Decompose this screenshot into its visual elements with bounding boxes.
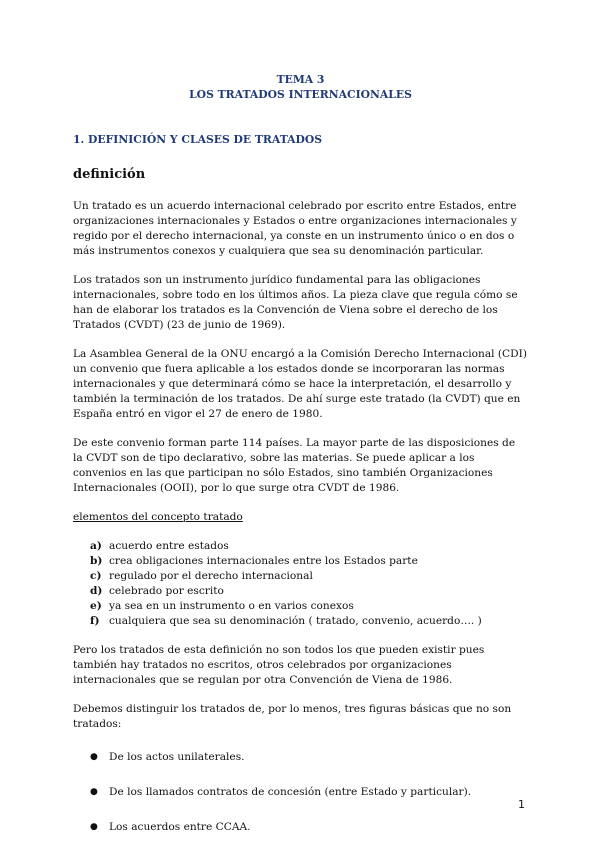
bullet-icon: ● bbox=[90, 822, 98, 832]
paragraph-5: Pero los tratados de esta definición no son todos los que pueden existir pues también hay tratados no escritos, otros celebrados por organizaciones internacionales que se regulan por otra Convención de Viena de 1986. bbox=[73, 644, 485, 686]
list-item-text: celebrado por escrito bbox=[109, 585, 224, 597]
list-marker: e) bbox=[90, 600, 102, 612]
list-item-text: crea obligaciones internacionales entre los Estados parte bbox=[109, 555, 418, 567]
document-page bbox=[73, 72, 528, 855]
list-marker: c) bbox=[90, 570, 102, 582]
list-item-text: De los llamados contratos de concesión (entre Estado y particular). bbox=[109, 786, 472, 798]
list-item-text: acuerdo entre estados bbox=[109, 540, 229, 552]
elements-list bbox=[73, 539, 528, 629]
paragraph-4: De este convenio forman parte 114 países. La mayor parte de las disposiciones de la CVDT son de tipo declarativo, sobre las materias. Se puede aplicar a los convenios en las que participan no sólo Estados, sino también Organizaciones Internacionales (OOII), por lo que surge otra CVDT de 1986. bbox=[73, 437, 516, 494]
list-item-text: cualquiera que sea su denominación ( tratado, convenio, acuerdo…. ) bbox=[109, 615, 482, 627]
list-marker: b) bbox=[90, 555, 103, 567]
subheading-definicion: definición bbox=[73, 167, 146, 182]
list-item bbox=[90, 584, 528, 599]
page-number: 1 bbox=[518, 798, 525, 811]
list-item bbox=[90, 750, 528, 765]
elements-heading: elementos del concepto tratado bbox=[73, 511, 243, 523]
list-item-text: De los actos unilaterales. bbox=[109, 751, 245, 763]
topic-number: TEMA 3 bbox=[276, 73, 325, 86]
list-marker: f) bbox=[90, 615, 100, 627]
document-title: LOS TRATADOS INTERNACIONALES bbox=[189, 88, 412, 101]
list-item-text: regulado por el derecho internacional bbox=[109, 570, 313, 582]
list-item bbox=[90, 569, 528, 584]
list-item bbox=[90, 785, 528, 800]
list-marker: a) bbox=[90, 540, 102, 552]
paragraph-2: Los tratados son un instrumento jurídico fundamental para las obligaciones internacionales, sobre todo en los últimos años. La pieza clave que regula cómo se han de elaborar los tratados es la Convención de Viena sobre el derecho de los Tratados (CVDT) (23 de junio de 1969). bbox=[73, 274, 518, 331]
list-item bbox=[90, 554, 528, 569]
paragraph-1: Un tratado es un acuerdo internacional celebrado por escrito entre Estados, entre organizaciones internacionales y Estados o entre organizaciones internacionales y regido por el derecho internacional, ya conste en un instrumento único o en dos o más instrumentos conexos y cualquiera que sea su denominación particular. bbox=[73, 200, 517, 257]
bullet-list bbox=[73, 750, 528, 835]
list-item bbox=[90, 820, 528, 835]
list-item bbox=[90, 614, 528, 629]
bullet-icon: ● bbox=[90, 752, 98, 762]
paragraph-3: La Asamblea General de la ONU encargó a la Comisión Derecho Internacional (CDI) un convenio que fuera aplicable a los estados donde se incorporaran las normas internacionales y que determinará cómo se hace la interpretación, el desarrollo y también la terminación de los tratados. De ahí surge este tratado (la CVDT) que en España entró en vigor el 27 de enero de 1980. bbox=[73, 348, 527, 420]
bullet-icon: ● bbox=[90, 787, 98, 797]
list-item-text: ya sea en un instrumento o en varios conexos bbox=[109, 600, 354, 612]
section-heading: 1. DEFINICIÓN Y CLASES DE TRATADOS bbox=[73, 133, 323, 146]
list-item bbox=[90, 539, 528, 554]
list-marker: d) bbox=[90, 585, 103, 597]
list-item bbox=[90, 599, 528, 614]
paragraph-6: Debemos distinguir los tratados de, por lo menos, tres figuras básicas que no son tratados: bbox=[73, 703, 512, 730]
list-item-text: Los acuerdos entre CCAA. bbox=[109, 821, 251, 833]
